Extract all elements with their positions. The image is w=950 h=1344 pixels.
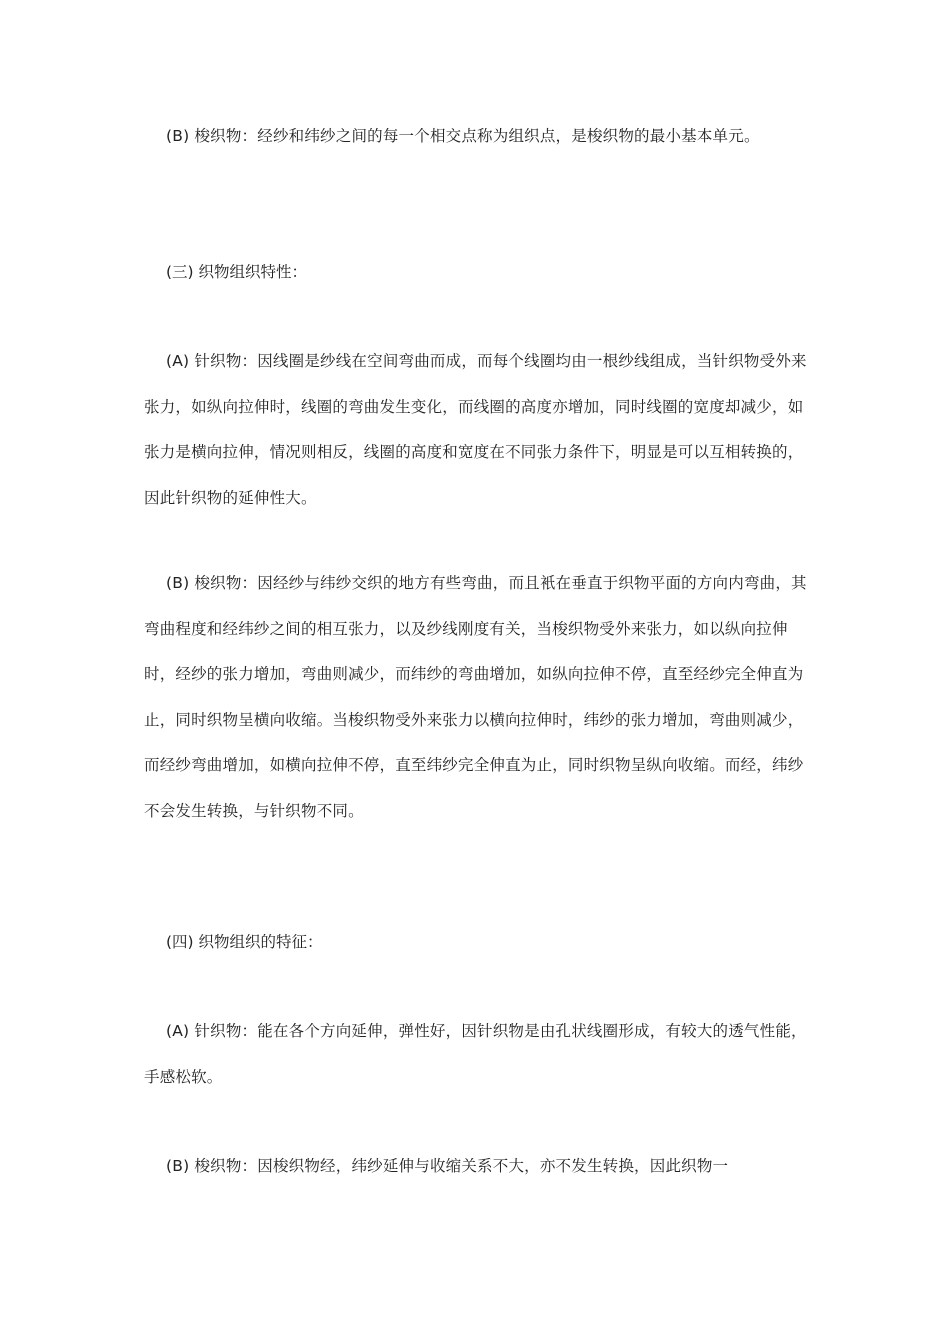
paragraph-woven-characteristics: (B) 梭织物：因梭织物经，纬纱延伸与收缩关系不大，亦不发生转换，因此织物一 — [166, 1157, 729, 1175]
paragraph-knitted-properties: (A) 针织物：因线圈是纱线在空间弯曲而成，而每个线圈均由一根纱线组成，当针织物受外来张力，如纵向拉伸时，线圈的弯曲发生变化，而线圈的高度亦增加，同时线圈的宽度却减少，如张力是横向拉伸，情况则相反，线圈的高度和宽度在不同张力条件下，明显是可以互相转换的，因此针织物的延伸性大。 — [144, 352, 807, 507]
paragraph-woven-properties: (B) 梭织物：因经纱与纬纱交织的地方有些弯曲，而且衹在垂直于织物平面的方向内弯曲，其弯曲程度和经纬纱之间的相互张力，以及纱线刚度有关，当梭织物受外来张力，如以纵向拉伸时，经纱的张力增加，弯曲则减少，而纬纱的弯曲增加，如纵向拉伸不停，直至经纱完全伸直为止，同时织物呈横向收缩。当梭织物受外来张力以横向拉伸时，纬纱的张力增加，弯曲则减少，而经纱弯曲增加，如横向拉伸不停，直至纬纱完全伸直为止，同时织物呈纵向收缩。而经，纬纱不会发生转换，与针织物不同。 — [144, 574, 807, 820]
section-heading-fabric-characteristics: (四) 织物组织的特征： — [166, 933, 323, 951]
section-heading-fabric-properties: (三) 织物组织特性： — [166, 263, 308, 281]
paragraph-woven-organization-point: (B) 梭织物：经纱和纬纱之间的每一个相交点称为组织点，是梭织物的最小基本单元。 — [166, 127, 760, 145]
paragraph-knitted-characteristics: (A) 针织物：能在各个方向延伸，弹性好，因针织物是由孔状线圈形成，有较大的透气性能，手感松软。 — [144, 1022, 807, 1086]
